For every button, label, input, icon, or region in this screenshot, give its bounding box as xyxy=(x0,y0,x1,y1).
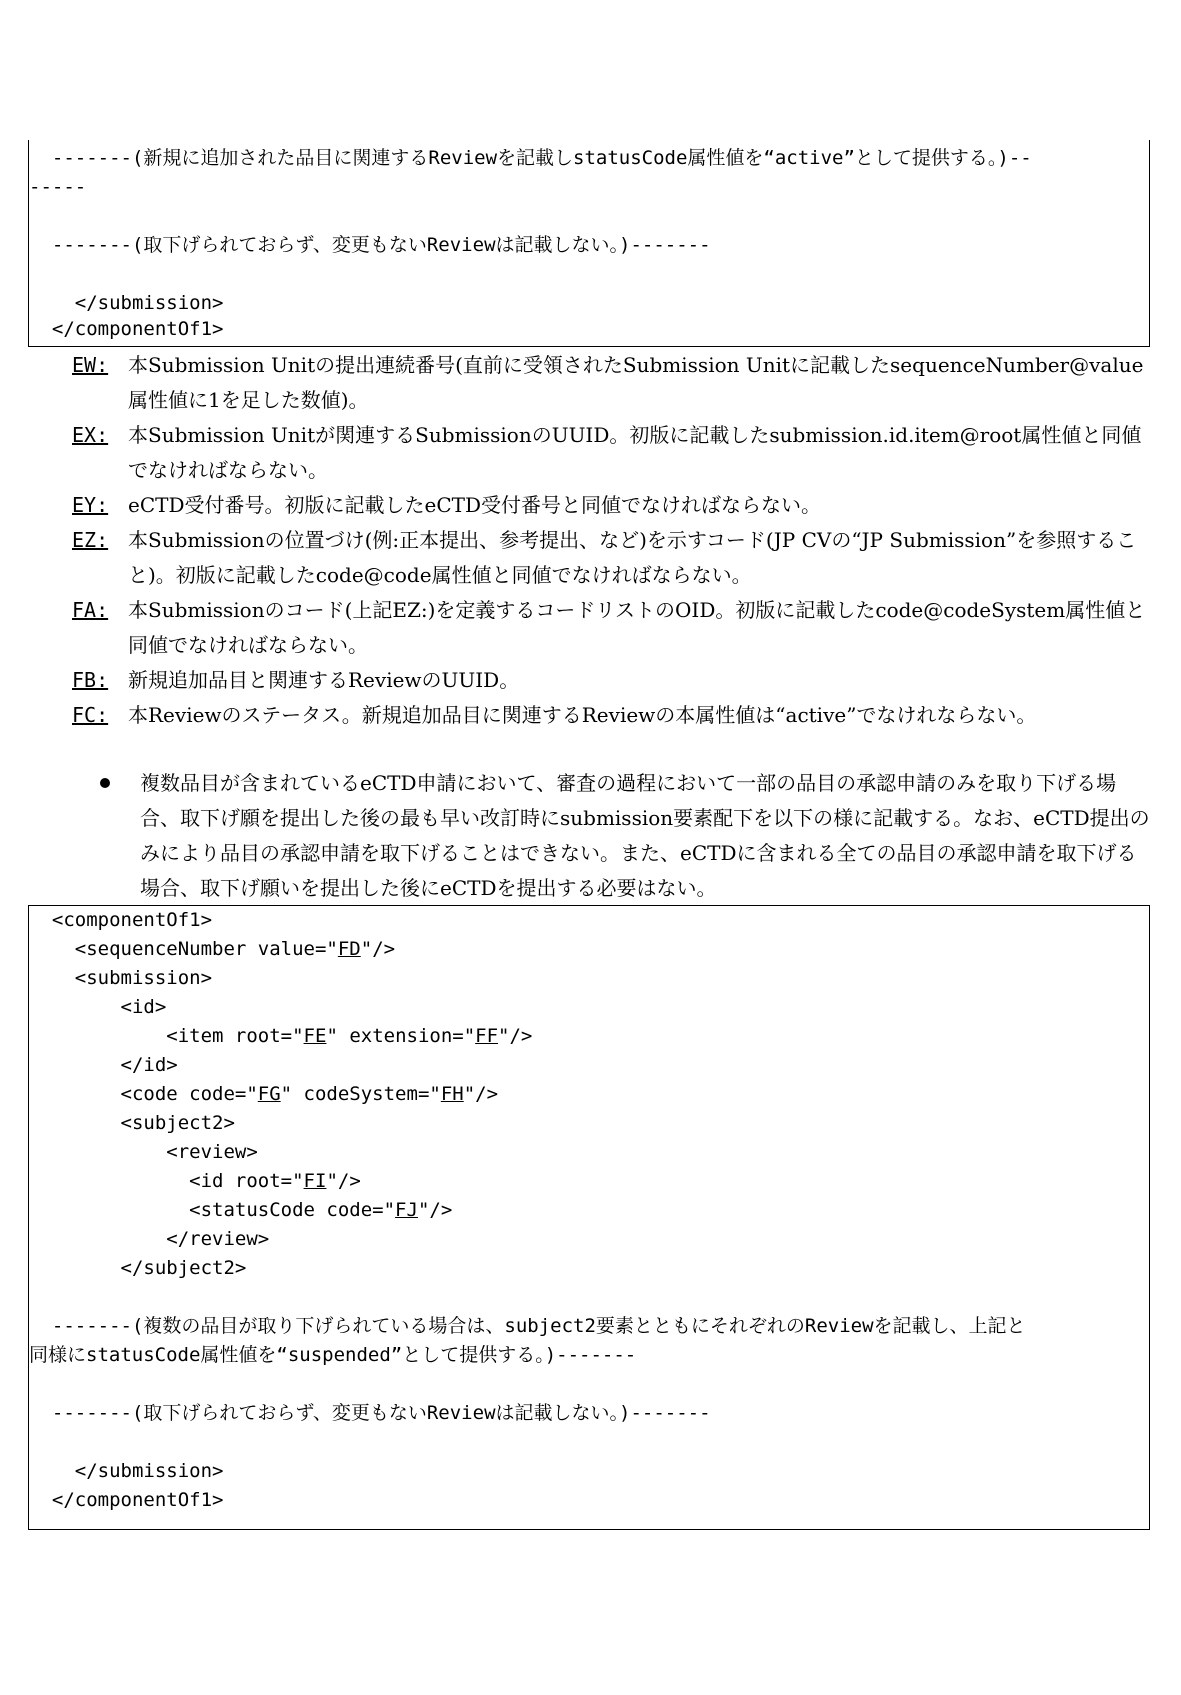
definition-fb xyxy=(72,663,1152,698)
code-line: </submission> xyxy=(29,292,224,314)
code-line: <componentOf1> xyxy=(29,909,213,931)
code-line: <id> xyxy=(29,996,167,1018)
definition-label: FA: xyxy=(72,598,109,622)
definition-label: FB: xyxy=(72,668,109,692)
placeholder-fj: FJ xyxy=(395,1199,418,1221)
placeholder-ff: FF xyxy=(475,1025,499,1047)
definition-label: EZ: xyxy=(72,528,109,552)
definition-fc xyxy=(72,698,1152,733)
definition-text: 本Submission Unitの提出連続番号(直前に受領されたSubmission Unitに記載したsequenceNumber@value属性値に1を足した数値)。 xyxy=(128,353,1144,412)
definition-fa xyxy=(72,593,1152,663)
code-line: -------(新規に追加された品目に関連するReviewを記載しstatusCode属性値を“active”として提供する。)-- xyxy=(29,147,1032,169)
placeholder-fi: FI xyxy=(303,1170,327,1192)
code-line: </id> xyxy=(29,1054,178,1076)
definition-text: 本Reviewのステータス。新規追加品目に関連するReviewの本属性値は“active”でなけれならない。 xyxy=(128,703,1037,727)
code-line: </subject2> xyxy=(29,1257,247,1279)
code-line: -------(複数の品目が取り下げられている場合は、subject2要素とともにそれぞれのReviewを記載し、上記と xyxy=(29,1315,1026,1337)
definition-text: 本Submissionのコード(上記EZ:)を定義するコードリストのOID。初版に記載したcode@codeSystem属性値と同値でなければならない。 xyxy=(128,598,1146,657)
bullet-paragraph xyxy=(100,766,1152,906)
definition-text: eCTD受付番号。初版に記載したeCTD受付番号と同値でなければならない。 xyxy=(128,493,822,517)
placeholder-fg: FG xyxy=(257,1083,281,1105)
placeholder-fd: FD xyxy=(337,938,361,960)
definition-ew xyxy=(72,348,1152,418)
definition-label: EY: xyxy=(72,493,109,517)
code-line: 同様にstatusCode属性値を“suspended”として提供する。)------- xyxy=(29,1344,637,1366)
bullet-dot-icon xyxy=(100,778,110,788)
code-line: <code code="FG" codeSystem="FH"/> xyxy=(29,1083,499,1105)
definitions-list xyxy=(72,348,1152,733)
code-line: </componentOf1> xyxy=(29,318,224,340)
code-line: ----- xyxy=(29,176,87,198)
definition-label: EX: xyxy=(72,423,109,447)
code-line: <id root="FI"/> xyxy=(29,1170,361,1192)
code-line: </componentOf1> xyxy=(29,1489,224,1511)
definition-text: 本Submission Unitが関連するSubmissionのUUID。初版に記載したsubmission.id.item@root属性値と同値でなければならない。 xyxy=(128,423,1142,482)
placeholder-fe: FE xyxy=(303,1025,327,1047)
code-box xyxy=(28,905,1150,1530)
code-line: <review> xyxy=(29,1141,258,1163)
definition-label: FC: xyxy=(72,703,109,727)
definition-text: 新規追加品目と関連するReviewのUUID。 xyxy=(128,668,520,692)
code-line: <statusCode code="FJ"/> xyxy=(29,1199,453,1221)
definition-label: EW: xyxy=(72,353,109,377)
definition-ey xyxy=(72,488,1152,523)
placeholder-fh: FH xyxy=(440,1083,464,1105)
code-line: <subject2> xyxy=(29,1112,235,1134)
definition-ez xyxy=(72,523,1152,593)
code-line: </review> xyxy=(29,1228,270,1250)
code-line: <sequenceNumber value="FD"/> xyxy=(29,938,396,960)
code-line: <submission> xyxy=(29,967,213,989)
code-line: </submission> xyxy=(29,1460,224,1482)
definition-text: 本Submissionの位置づけ(例:正本提出、参考提出、など)を示すコード(JP CVの“JP Submission”を参照すること)。初版に記載したcode@code属性値と同値でなければならない。 xyxy=(128,528,1137,587)
bullet-text: 複数品目が含まれているeCTD申請において、審査の過程において一部の品目の承認申請のみを取り下げる場合、取下げ願を提出した後の最も早い改訂時にsubmission要素配下を以下の様に記載する。なお、eCTD提出のみにより品目の承認申請を取下げることはできない。また、eCTDに含まれる全ての品目の承認申請を取下げる場合、取下げ願いを提出した後にeCTDを提出する必要はない。 xyxy=(140,771,1150,900)
code-line: <item root="FE" extension="FF"/> xyxy=(29,1025,533,1047)
definition-ex xyxy=(72,418,1152,488)
code-line: -------(取下げられておらず、変更もないReviewは記載しない。)------- xyxy=(29,1402,711,1424)
code-box-continued xyxy=(28,140,1150,347)
code-line: -------(取下げられておらず、変更もないReviewは記載しない。)------- xyxy=(29,234,711,256)
